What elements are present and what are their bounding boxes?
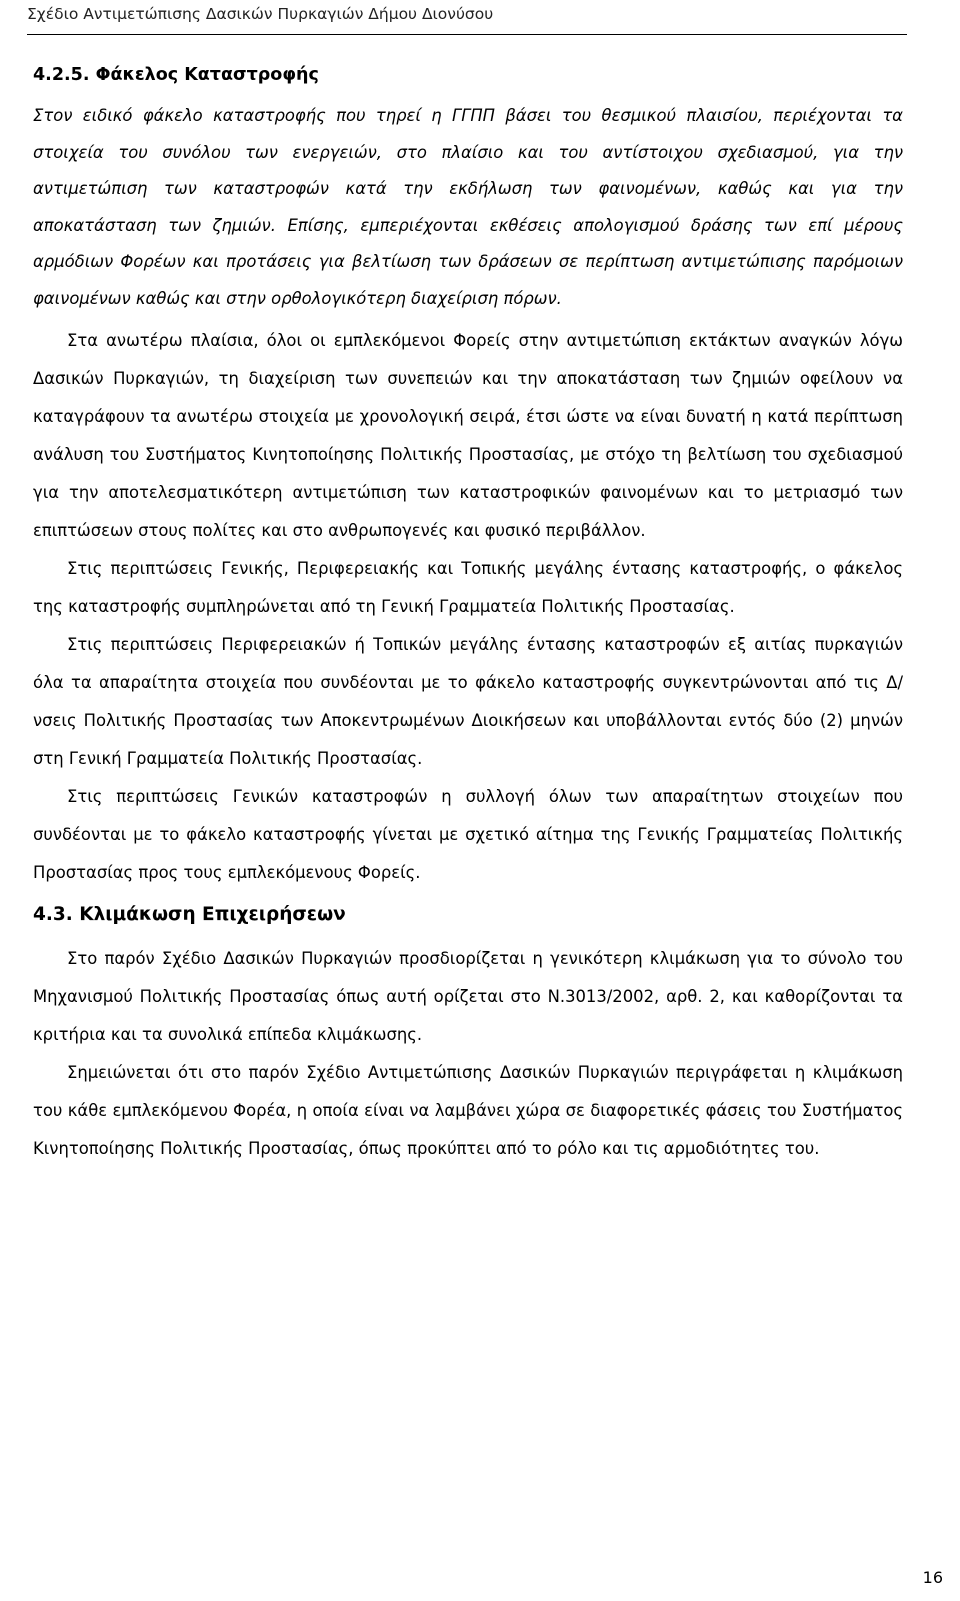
italic-paragraph-text: Στον ειδικό φάκελο καταστροφής που τηρεί η ΓΓΠΠ βάσει του θεσμικού πλαισίου, περιέχονται τα στοιχεία του συνόλου των ενεργειών, στο πλαίσιο και του αντίστοιχου σχεδιασμού, για την αντιμετώπιση των καταστροφών κατά την εκδήλωση των φαινομένων, καθώς και για την αποκατάσταση των ζημιών. Επίσης, εμπεριέχονται εκθέσεις απολογισμού δράσης των επί μέρους αρμόδιων Φορέων και προτάσεις για βελτίωση των δράσεων σε περίπτωση αντιμετώπισης παρόμοιων φαινομένων καθώς και στην ορθολογικότερη διαχείριση πόρων. xyxy=(33,106,903,308)
italic-paragraph xyxy=(33,98,903,318)
page-header xyxy=(27,2,907,35)
paragraph-4: Στις περιπτώσεις Γενικών καταστροφών η συλλογή όλων των απαραίτητων στοιχείων που συνδέονται με το φάκελο καταστροφής γίνεται με σχετικό αίτημα της Γενικής Γραμματείας Πολιτικής Προστασίας προς τους εμπλεκόμενους Φορείς. xyxy=(33,786,903,882)
paragraph-1: Στα ανωτέρω πλαίσια, όλοι οι εμπλεκόμενοι Φορείς στην αντιμετώπιση εκτάκτων αναγκών λόγω Δασικών Πυρκαγιών, τη διαχείριση των συνεπειών και την αποκατάσταση των ζημιών οφείλουν να καταγράφουν τα ανωτέρω στοιχεία με χρονολογική σειρά, έτσι ώστε να είναι δυνατή η κατά περίπτωση ανάλυση του Συστήματος Κινητοποίησης Πολιτικής Προστασίας, με στόχο τη βελτίωση του σχεδιασμού για την αποτελεσματικότερη αντιμετώπιση των καταστροφικών φαινομένων και το μετριασμό των επιπτώσεων στους πολίτες και στο ανθρωπογενές και φυσικό περιβάλλον. xyxy=(33,330,903,540)
section-heading-4-3: 4.3. Κλιμάκωση Επιχειρήσεων xyxy=(33,903,346,925)
paragraph-2: Στις περιπτώσεις Γενικής, Περιφερειακής και Τοπικής μεγάλης έντασης καταστροφής, ο φάκελος της καταστροφής συμπληρώνεται από τη Γενική Γραμματεία Πολιτικής Προστασίας. xyxy=(33,558,903,616)
page-number: 16 xyxy=(922,1568,943,1587)
paragraph-5: Στο παρόν Σχέδιο Δασικών Πυρκαγιών προσδιορίζεται η γενικότερη κλιμάκωση για το σύνολο του Μηχανισμού Πολιτικής Προστασίας όπως αυτή ορίζεται στο Ν.3013/2002, αρθ. 2, και καθορίζονται τα κριτήρια και τα συνολικά επίπεδα κλιμάκωσης. xyxy=(33,948,903,1044)
paragraph-3: Στις περιπτώσεις Περιφερειακών ή Τοπικών μεγάλης έντασης καταστροφών εξ αιτίας πυρκαγιών όλα τα απαραίτητα στοιχεία που συνδέονται με το φάκελο καταστροφής συγκεντρώνονται από τις Δ/νσεις Πολιτικής Προστασίας των Αποκεντρωμένων Διοικήσεων και υποβάλλονται εντός δύο (2) μηνών στη Γενική Γραμματεία Πολιτικής Προστασίας. xyxy=(33,634,903,768)
document-title: Σχέδιο Αντιμετώπισης Δασικών Πυρκαγιών Δήμου Διονύσου xyxy=(27,5,494,23)
paragraph-6: Σημειώνεται ότι στο παρόν Σχέδιο Αντιμετώπισης Δασικών Πυρκαγιών περιγράφεται η κλιμάκωση του κάθε εμπλεκόμενου Φορέα, η οποία είναι να λαμβάνει χώρα σε διαφορετικές φάσεις του Συστήματος Κινητοποίησης Πολιτικής Προστασίας, όπως προκύπτει από το ρόλο και τις αρμοδιότητες του. xyxy=(33,1062,903,1158)
section-heading-4-2-5: 4.2.5. Φάκελος Καταστροφής xyxy=(33,65,319,85)
page-content xyxy=(33,60,903,1168)
